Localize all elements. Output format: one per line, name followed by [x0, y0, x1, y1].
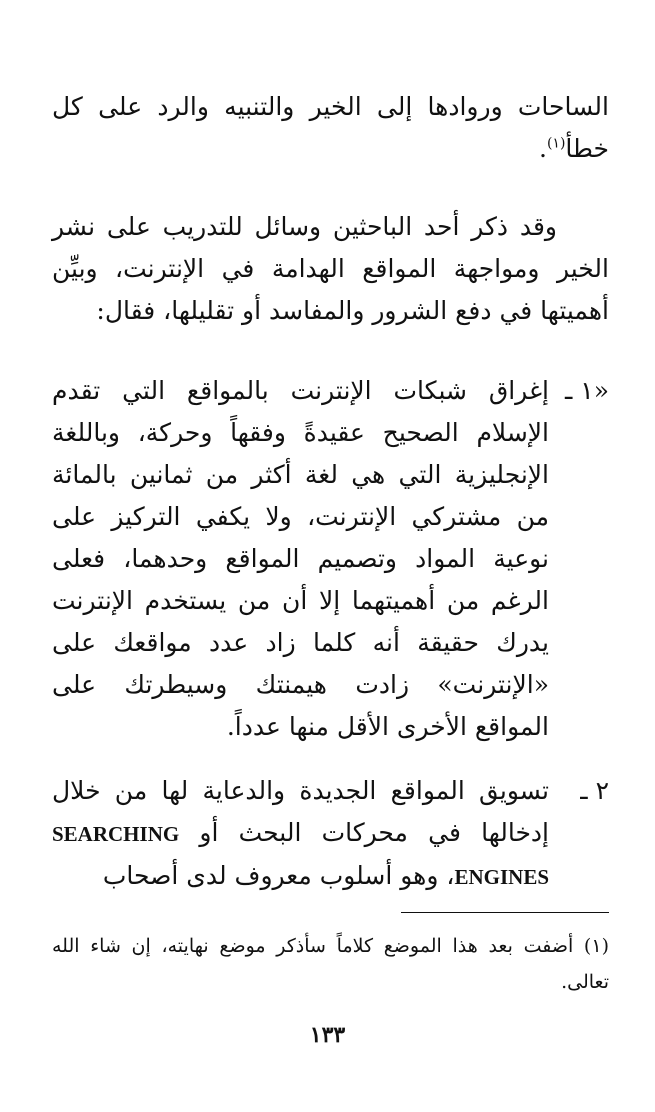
list-item — [52, 770, 609, 898]
list-item-text-part-a: تسويق المواقع الجديدة والدعاية لها من خلال إدخالها في محركات البحث أو — [52, 776, 549, 847]
paragraph-1-end: . — [538, 134, 547, 163]
footnote-divider — [401, 912, 609, 913]
footnote-1: (١) أضفت بعد هذا الموضع كلاماً سأذكر موضع نهايته، إن شاء الله تعالى. — [52, 935, 609, 993]
footnote-reference[interactable]: (١) — [546, 135, 566, 152]
paragraph-2: وقد ذكر أحد الباحثين وسائل للتدريب على نشر الخير ومواجهة المواقع الهدامة في الإنترنت، وبيِّن أهميتها في دفع الشرور والمفاسد أو تقليلها، فقال: — [52, 212, 609, 325]
paragraph-continuation — [52, 86, 609, 170]
footnotes — [52, 928, 609, 1000]
latin-term: SEARCHING ENGINES — [52, 822, 549, 889]
list-item-text — [52, 770, 549, 898]
list-item-text: إغراق شبكات الإنترنت بالمواقع التي تقدم الإسلام الصحيح عقيدةً وفقهاً وحركة، وباللغة الإنجليزية التي هي لغة أكثر من ثمانين بالمائة من مشتركي الإنترنت، ولا يكفي التركيز على نوعية المواد وتصميم المواقع وحدهما، فعلى الرغم من أهميتهما إلا أن من يستخدم الإنترنت يدرك حقيقة أنه كلما زاد عدد مواقعك على «الإنترنت» زادت هيمنتك وسيطرتك على المواقع الأخرى الأقل منها عدداً. — [52, 376, 549, 741]
list-item-text-part-b: ، وهو أسلوب معروف لدى أصحاب — [102, 861, 455, 890]
paragraph-1-text: الساحات وروادها إلى الخير والتنبيه والرد على كل خطأ — [52, 92, 609, 163]
list-item-number: «١ ـ — [564, 376, 609, 405]
numbered-list — [52, 370, 609, 898]
page-number: ١٣٣ — [309, 1022, 346, 1048]
list-item — [52, 370, 609, 748]
list-item-number: ٢ ـ — [580, 776, 609, 805]
